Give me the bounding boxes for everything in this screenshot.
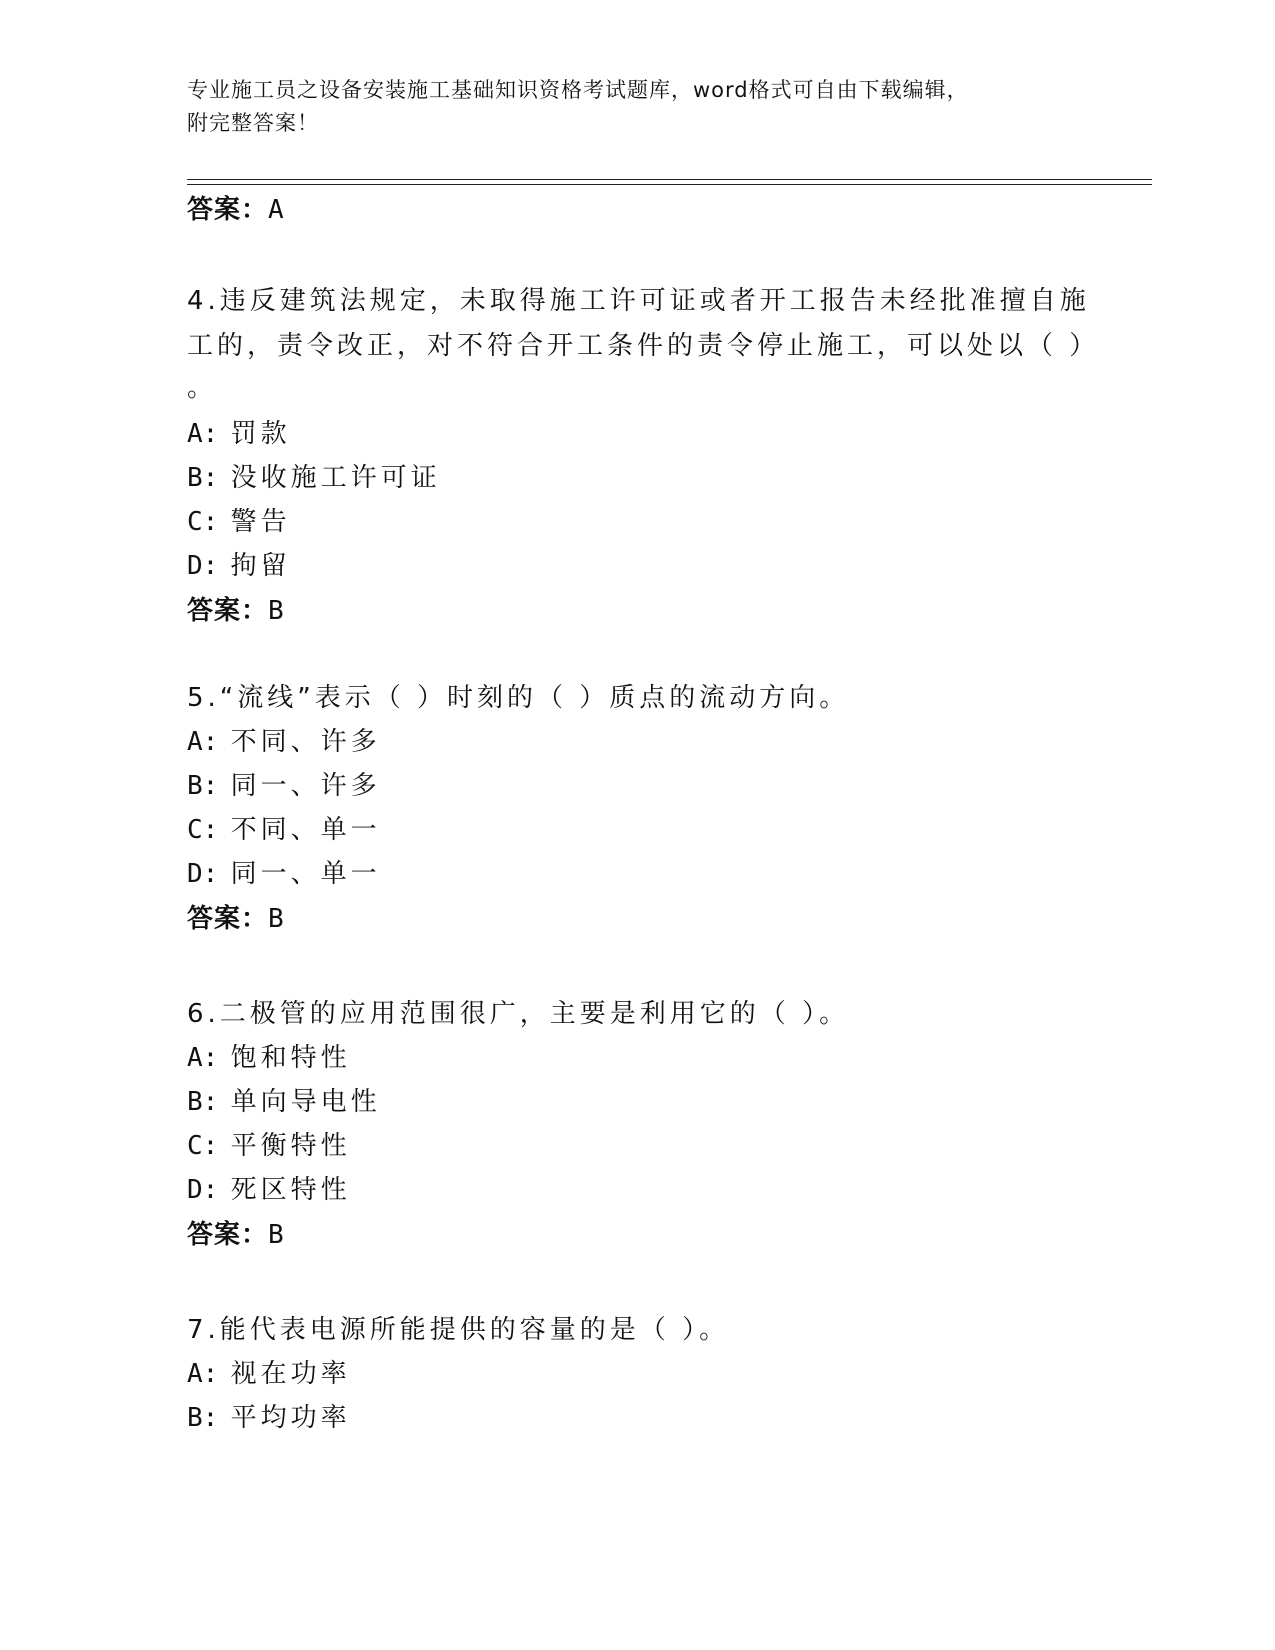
answer-label: 答案： [187, 904, 269, 934]
header-divider-top [187, 179, 1152, 180]
question-stem-line: 。 [187, 373, 218, 403]
option-line [187, 1131, 351, 1161]
answer-line [187, 904, 285, 934]
option-text: 罚款 [230, 419, 291, 449]
option-letter: A: [187, 1359, 219, 1389]
option-text: 同一、许多 [230, 771, 381, 801]
option-text: 死区特性 [230, 1175, 351, 1205]
answer-value: A [268, 195, 285, 225]
option-text: 同一、单一 [230, 859, 381, 889]
option-letter: D: [187, 1175, 219, 1205]
option-line [187, 1043, 351, 1073]
answer-value: B [268, 596, 285, 626]
option-text: 平衡特性 [230, 1131, 351, 1161]
question-stem-line: 6.二极管的应用范围很广，主要是利用它的（ ）。 [187, 999, 850, 1029]
option-text: 平均功率 [230, 1403, 351, 1433]
header-divider-bottom [187, 184, 1152, 185]
option-line [187, 1359, 351, 1389]
option-letter: A: [187, 419, 219, 449]
option-text: 没收施工许可证 [230, 463, 441, 493]
option-letter: B: [187, 1087, 219, 1117]
header-line-1: 专业施工员之设备安装施工基础知识资格考试题库，word格式可自由下载编辑， [187, 78, 969, 102]
question-stem-line: 工的，责令改正，对不符合开工条件的责令停止施工，可以处以（ ） [187, 331, 1100, 361]
option-text: 警告 [230, 507, 291, 537]
answer-label: 答案： [187, 1220, 269, 1250]
answer-line [187, 195, 285, 225]
question-stem-line: 4.违反建筑法规定，未取得施工许可证或者开工报告未经批准擅自施 [187, 286, 1090, 316]
option-text: 饱和特性 [230, 1043, 351, 1073]
option-text: 拘留 [230, 551, 291, 581]
header-line-2: 附完整答案！ [187, 111, 319, 135]
option-letter: B: [187, 771, 219, 801]
answer-line [187, 596, 285, 626]
option-text: 不同、单一 [230, 815, 381, 845]
option-text: 单向导电性 [230, 1087, 381, 1117]
option-letter: C: [187, 815, 219, 845]
option-line [187, 771, 381, 801]
option-letter: B: [187, 463, 219, 493]
option-text: 不同、许多 [230, 727, 381, 757]
option-line [187, 463, 441, 493]
option-letter: B: [187, 1403, 219, 1433]
option-letter: A: [187, 1043, 219, 1073]
option-letter: D: [187, 859, 219, 889]
option-line [187, 419, 291, 449]
answer-label: 答案： [187, 596, 269, 626]
question-stem-line: 5.“流线”表示（ ）时刻的（ ）质点的流动方向。 [187, 683, 850, 713]
option-line [187, 815, 381, 845]
option-letter: D: [187, 551, 219, 581]
option-line [187, 859, 381, 889]
answer-label: 答案： [187, 195, 269, 225]
question-stem-line: 7.能代表电源所能提供的容量的是（ ）。 [187, 1315, 730, 1345]
option-line [187, 1175, 351, 1205]
option-line [187, 1087, 381, 1117]
answer-value: B [268, 904, 285, 934]
option-line [187, 1403, 351, 1433]
document-header [187, 74, 1087, 140]
option-letter: C: [187, 507, 219, 537]
option-line [187, 507, 291, 537]
option-line [187, 727, 381, 757]
option-line [187, 551, 291, 581]
option-letter: C: [187, 1131, 219, 1161]
option-letter: A: [187, 727, 219, 757]
answer-value: B [268, 1220, 285, 1250]
answer-line [187, 1220, 285, 1250]
option-text: 视在功率 [230, 1359, 351, 1389]
